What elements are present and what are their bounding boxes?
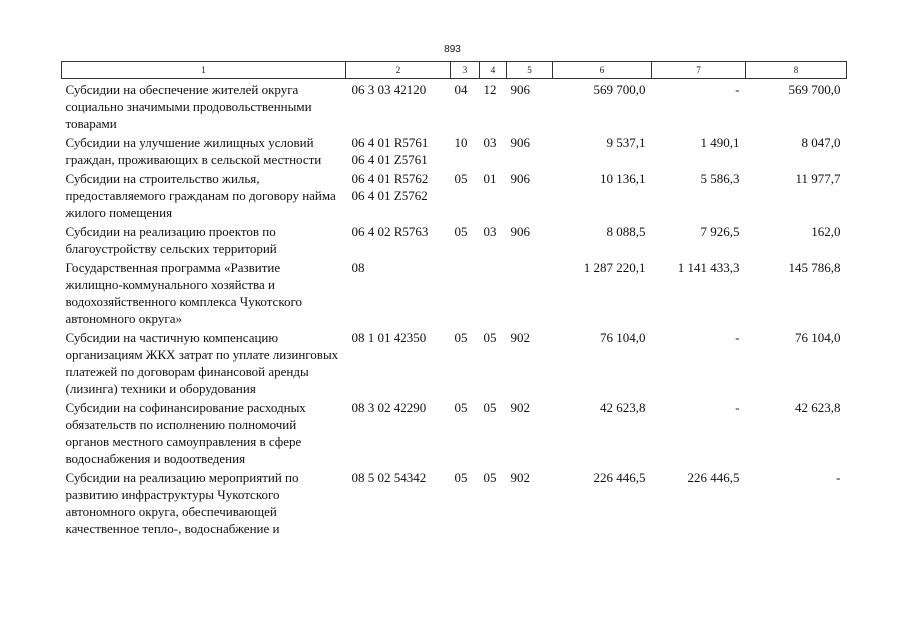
row-description: Субсидии на частичную компенсацию организациям ЖКХ затрат по уплате лизинговых платежей по договорам финансовой аренды (лизинга) техники и оборудования — [65, 330, 339, 396]
page-number: 893 — [444, 44, 461, 55]
row-description: Субсидии на реализацию мероприятий по развитию инфраструктуры Чукотского автономного округа, обеспечивающей качественное тепло-, водоснабжение и — [65, 470, 299, 536]
row-col5 — [507, 257, 553, 327]
table-row — [62, 397, 847, 467]
row-code-line: 06 4 01 Z5762 — [351, 188, 428, 203]
row-col8: - — [836, 470, 841, 485]
row-col7: - — [735, 330, 740, 345]
row-col5: 902 — [510, 330, 530, 345]
table-row — [62, 79, 847, 133]
row-code-line: 06 3 03 42120 — [351, 82, 427, 97]
row-col4: 03 — [483, 135, 497, 150]
row-col8: 569 700,0 — [788, 82, 841, 97]
row-col6: 42 623,8 — [600, 400, 646, 415]
row-col8: 11 977,7 — [795, 171, 841, 186]
row-col4 — [480, 257, 507, 327]
row-col6: 9 537,1 — [606, 135, 646, 150]
column-header-4: 4 — [480, 62, 507, 79]
column-header-1: 1 — [62, 62, 346, 79]
row-col5: 906 — [510, 82, 530, 97]
row-col3: 05 — [454, 224, 468, 239]
row-code-line: 08 1 01 42350 — [351, 330, 427, 345]
budget-table — [61, 61, 847, 537]
row-description: Субсидии на обеспечение жителей округа социально значимыми продовольственными товарами — [65, 82, 312, 131]
row-code — [346, 467, 451, 537]
table-row — [62, 168, 847, 221]
row-col4: 01 — [483, 171, 497, 186]
row-code-line: 06 4 01 R5761 — [351, 135, 429, 150]
table-row — [62, 327, 847, 397]
row-code — [346, 168, 451, 221]
row-col3: 05 — [454, 400, 468, 415]
row-col5: 902 — [510, 400, 530, 415]
row-description: Субсидии на строительство жилья, предоставляемого гражданам по договору найма жилого помещения — [65, 171, 336, 220]
table-row — [62, 132, 847, 168]
row-code-line: 08 3 02 42290 — [351, 400, 427, 415]
row-col6: 226 446,5 — [593, 470, 646, 485]
row-code — [346, 132, 451, 168]
row-code-line: 06 4 01 R5762 — [351, 171, 429, 186]
row-col6: 10 136,1 — [600, 171, 646, 186]
row-col4: 05 — [483, 330, 497, 345]
row-col8: 42 623,8 — [795, 400, 841, 415]
row-col3: 05 — [454, 330, 468, 345]
row-col8: 76 104,0 — [795, 330, 841, 345]
row-col7: 1 141 433,3 — [677, 260, 740, 275]
table-row — [62, 257, 847, 327]
column-header-5: 5 — [507, 62, 553, 79]
row-col7: 226 446,5 — [687, 470, 740, 485]
row-col7: - — [735, 400, 740, 415]
row-col3: 04 — [454, 82, 468, 97]
row-col5: 902 — [510, 470, 530, 485]
row-description: Субсидии на софинансирование расходных обязательств по исполнению полномочий органов местного самоуправления в сфере водоснабжения и водоотведения — [65, 400, 306, 466]
row-code — [346, 397, 451, 467]
column-header-3: 3 — [451, 62, 480, 79]
row-col7: 7 926,5 — [700, 224, 740, 239]
row-col6: 1 287 220,1 — [583, 260, 646, 275]
row-col3: 05 — [454, 470, 468, 485]
row-description: Субсидии на улучшение жилищных условий граждан, проживающих в сельской местности — [65, 135, 322, 167]
row-col7: 1 490,1 — [700, 135, 740, 150]
row-code-line: 06 4 02 R5763 — [351, 224, 429, 239]
row-col3 — [451, 257, 480, 327]
row-code — [346, 79, 451, 133]
row-code-line: 08 — [351, 260, 365, 275]
row-description: Государственная программа «Развитие жилищно-коммунального хозяйства и водохозяйственного комплекса Чукотского автономного округа» — [65, 260, 302, 326]
row-col5: 906 — [510, 224, 530, 239]
row-col4: 05 — [483, 400, 497, 415]
row-col6: 76 104,0 — [600, 330, 646, 345]
table-row — [62, 221, 847, 257]
row-code — [346, 221, 451, 257]
row-col8: 162,0 — [811, 224, 841, 239]
row-col8: 145 786,8 — [788, 260, 841, 275]
row-col8: 8 047,0 — [801, 135, 841, 150]
table-row — [62, 467, 847, 537]
column-header-7: 7 — [652, 62, 746, 79]
row-code — [346, 257, 451, 327]
column-header-8: 8 — [746, 62, 847, 79]
row-col7: - — [735, 82, 740, 97]
column-header-6: 6 — [553, 62, 652, 79]
header-row — [62, 62, 847, 79]
row-col5: 906 — [510, 135, 530, 150]
row-code — [346, 327, 451, 397]
row-col6: 8 088,5 — [606, 224, 646, 239]
row-col4: 12 — [483, 82, 497, 97]
row-col3: 10 — [454, 135, 468, 150]
row-code-line: 06 4 01 Z5761 — [351, 152, 428, 167]
row-code-line: 08 5 02 54342 — [351, 470, 427, 485]
row-col3: 05 — [454, 171, 468, 186]
row-col5: 906 — [510, 171, 530, 186]
row-col4: 03 — [483, 224, 497, 239]
row-col6: 569 700,0 — [593, 82, 646, 97]
column-header-2: 2 — [346, 62, 451, 79]
row-col4: 05 — [483, 470, 497, 485]
row-description: Субсидии на реализацию проектов по благоустройству сельских территорий — [65, 224, 277, 256]
row-col7: 5 586,3 — [700, 171, 740, 186]
